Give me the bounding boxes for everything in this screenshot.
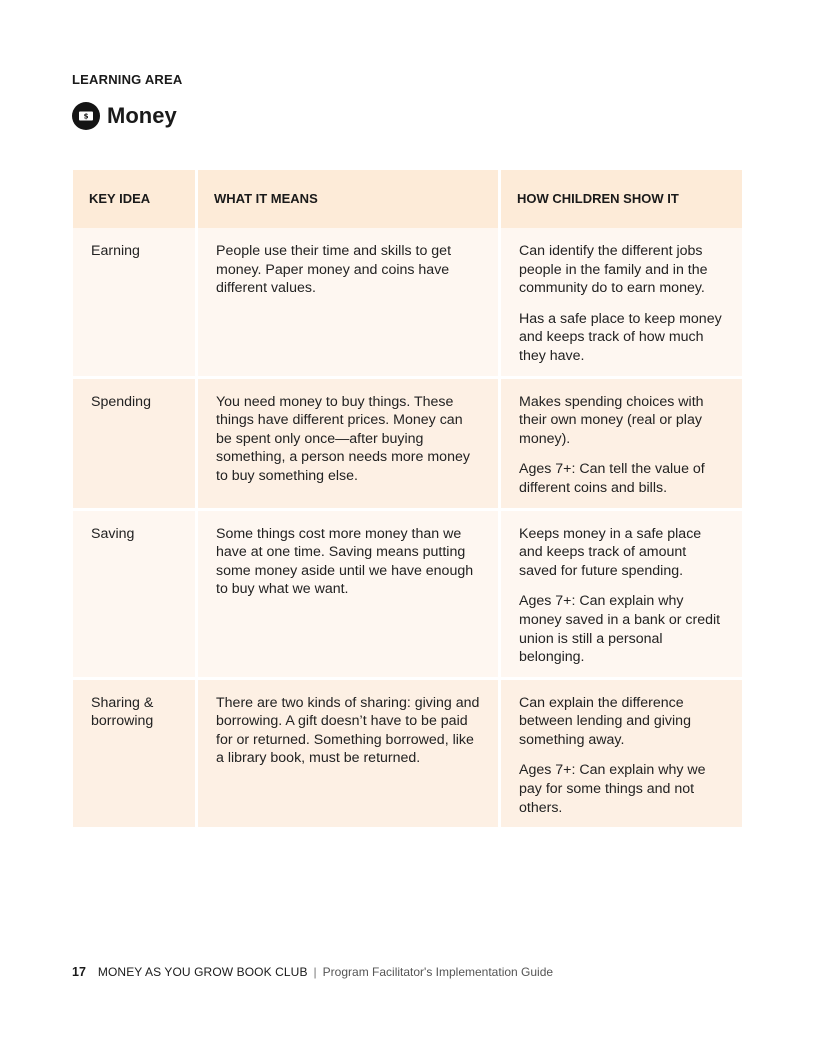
key-idea-cell: Sharing & borrowing [73, 680, 195, 831]
page-footer [72, 965, 553, 979]
meaning-cell: You need money to buy things. These things have different prices. Money can be spent only once—after buying something, a person needs more money to buy something else. [198, 379, 498, 511]
key-idea-cell: Spending [73, 379, 195, 511]
table-row [73, 511, 742, 680]
money-bill-icon [72, 102, 100, 130]
show-text: Ages 7+: Can explain why money saved in a bank or credit union is still a personal belonging. [519, 593, 721, 666]
show-text: Can explain the difference between lending and giving something away. [519, 694, 691, 748]
key-ideas-table [70, 170, 745, 830]
show-text: Keeps money in a safe place and keeps track of amount saved for future spending. [519, 525, 702, 579]
table-row [73, 680, 742, 831]
table-row [73, 379, 742, 511]
show-text: Can identify the different jobs people in the family and in the community do to earn money. [519, 243, 708, 297]
meaning-cell: Some things cost more money than we have at one time. Saving means putting some money aside until we have enough to buy what we want. [198, 511, 498, 680]
show-cell [501, 379, 742, 511]
title-row [72, 102, 177, 130]
page-number: 17 [72, 965, 86, 979]
footer-separator: | [313, 965, 317, 979]
show-text: Has a safe place to keep money and keeps track of how much they have. [519, 310, 722, 364]
column-header-how-children-show-it: HOW CHILDREN SHOW IT [501, 170, 742, 228]
show-text: Ages 7+: Can explain why we pay for some things and not others. [519, 762, 706, 816]
page-title: Money [107, 103, 177, 128]
column-header-what-it-means: WHAT IT MEANS [198, 170, 498, 228]
show-text: Makes spending choices with their own money (real or play money). [519, 393, 704, 447]
key-idea-cell: Saving [73, 511, 195, 680]
show-text: Ages 7+: Can tell the value of different coins and bills. [519, 461, 705, 496]
section-eyebrow: LEARNING AREA [72, 72, 183, 87]
meaning-cell: There are two kinds of sharing: giving and borrowing. A gift doesn’t have to be paid for or returned. Something borrowed, like a library book, must be returned. [198, 680, 498, 831]
show-cell [501, 511, 742, 680]
column-header-key-idea: KEY IDEA [73, 170, 195, 228]
meaning-cell: People use their time and skills to get money. Paper money and coins have different values. [198, 228, 498, 379]
guide-title: Program Facilitator's Implementation Guide [322, 965, 554, 979]
book-title: MONEY AS YOU GROW BOOK CLUB [97, 965, 308, 979]
key-idea-cell: Earning [73, 228, 195, 379]
table-header-row [73, 170, 742, 228]
svg-text:$: $ [83, 112, 89, 121]
table-row [73, 228, 742, 379]
show-cell [501, 680, 742, 831]
show-cell [501, 228, 742, 379]
